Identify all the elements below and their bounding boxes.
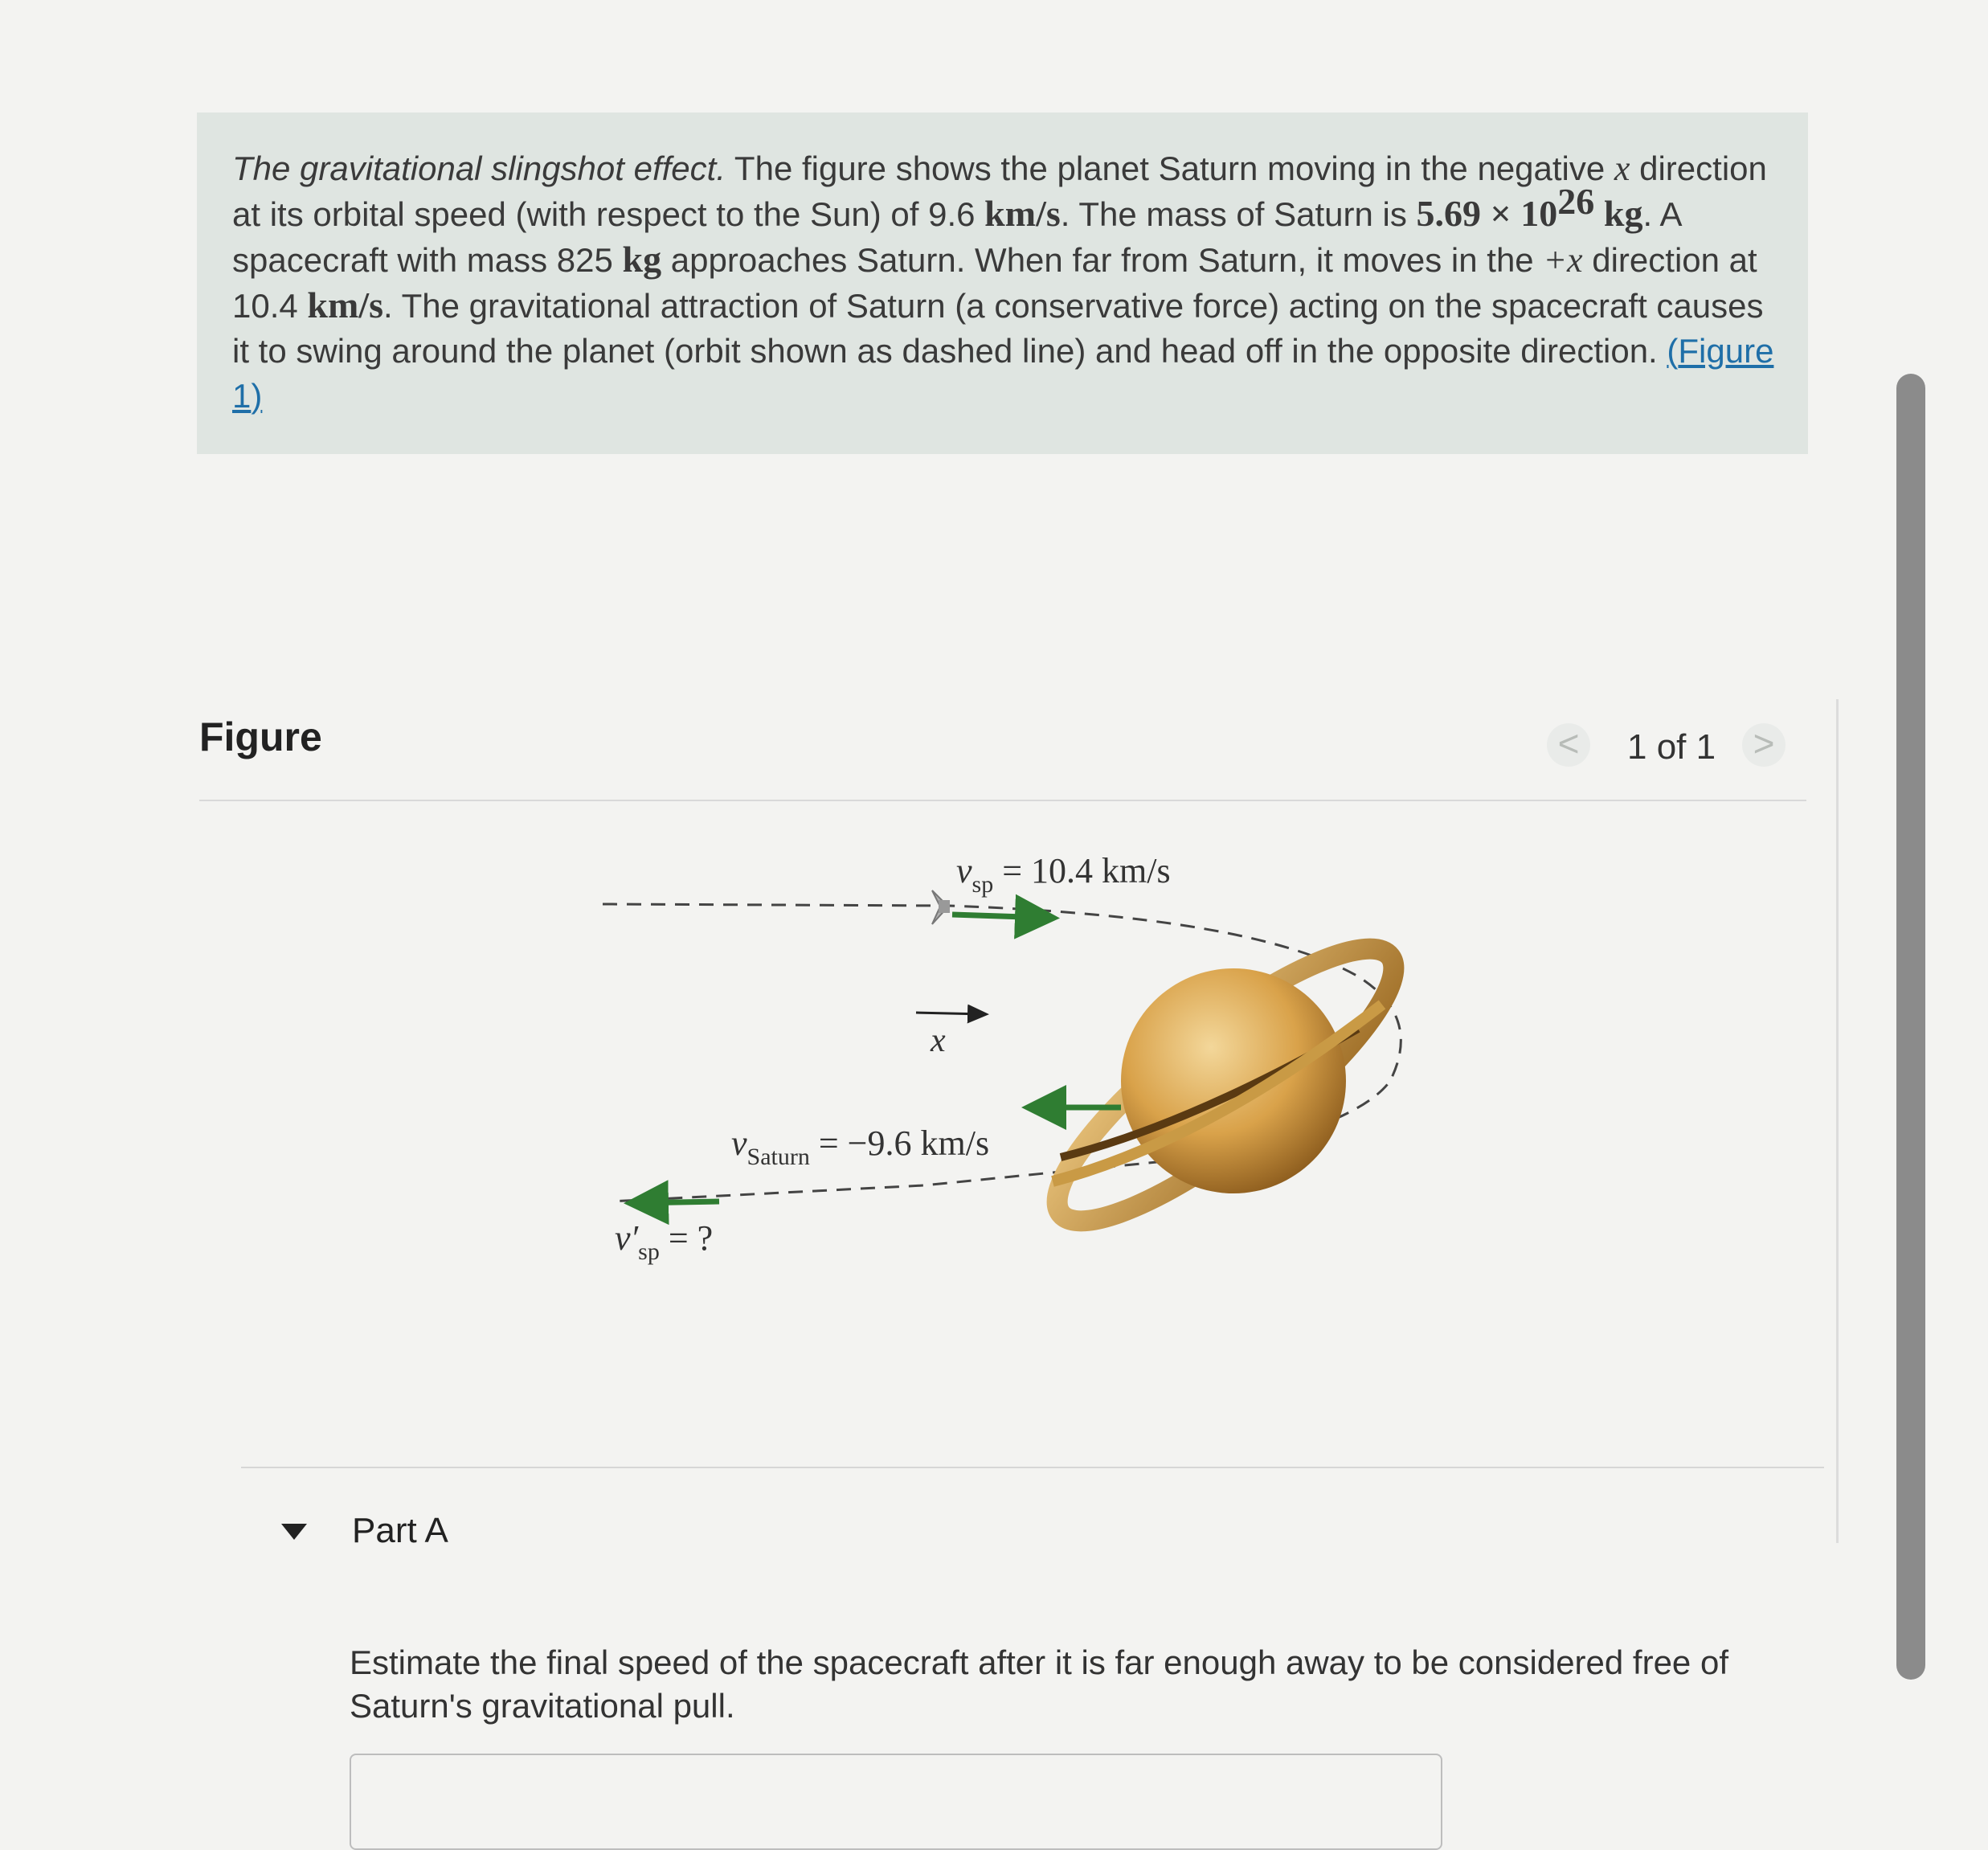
figure-link-paren-open[interactable]: ( (1667, 332, 1679, 370)
scrollbar-thumb[interactable] (1896, 374, 1925, 1680)
saturn-mass: 5.69 × 10 (1416, 193, 1558, 234)
v-saturn-label: $v_{Saturn} = -9.6$ km/s (731, 1124, 990, 1170)
chevron-left-icon: < (1557, 722, 1580, 764)
part-a-title[interactable]: Part A (352, 1511, 448, 1550)
saturn-planet (1026, 912, 1425, 1258)
answer-input-area[interactable] (350, 1754, 1442, 1850)
v-sp-final-label: $v'_{sp}$ = ? (615, 1218, 714, 1265)
problem-text: The gravitational slingshot effect. The figure shows the planet Saturn moving in the negative x direction at its orbital speed (with respect to the Sun) of 9.6 km/s. The mass of Saturn is $5.69 \times 10^{26}$ kg. A spacecraft with mass 825 kg approaches Saturn. When far from Saturn, it moves in the +x direction at 10.4 km/s. The gravitational attraction of Saturn (a conservative force) acting on the spacecraft causes it to swing around the planet (orbit shown as dashed line) and head off in the opposite direction. (Figure 1) (232, 149, 1774, 415)
chevron-right-icon: > (1753, 722, 1775, 764)
problem-intro: The gravitational slingshot effect. (232, 149, 726, 187)
caret-down-icon[interactable] (281, 1524, 307, 1540)
figure-pager: 1 of 1 (1627, 727, 1716, 767)
figure-title: Figure (199, 714, 322, 759)
v-sp-final-arrow (635, 1201, 719, 1203)
v-sp-arrow (952, 915, 1049, 918)
figure-link-paren-close[interactable]: ) (251, 377, 263, 415)
figure-link[interactable]: Figure 1 (232, 332, 1774, 415)
x-axis-label: x (931, 1022, 946, 1059)
part-a-question: Estimate the final speed of the spacecraft after it is far enough away to be considered free of Saturn's gravitational pull. (350, 1643, 1728, 1725)
spacecraft-icon (932, 890, 950, 924)
v-sp-label: $v_{sp} = 10.4$ km/s (956, 851, 1171, 898)
part-divider (241, 1467, 1824, 1468)
x-axis-arrow (916, 1013, 984, 1014)
